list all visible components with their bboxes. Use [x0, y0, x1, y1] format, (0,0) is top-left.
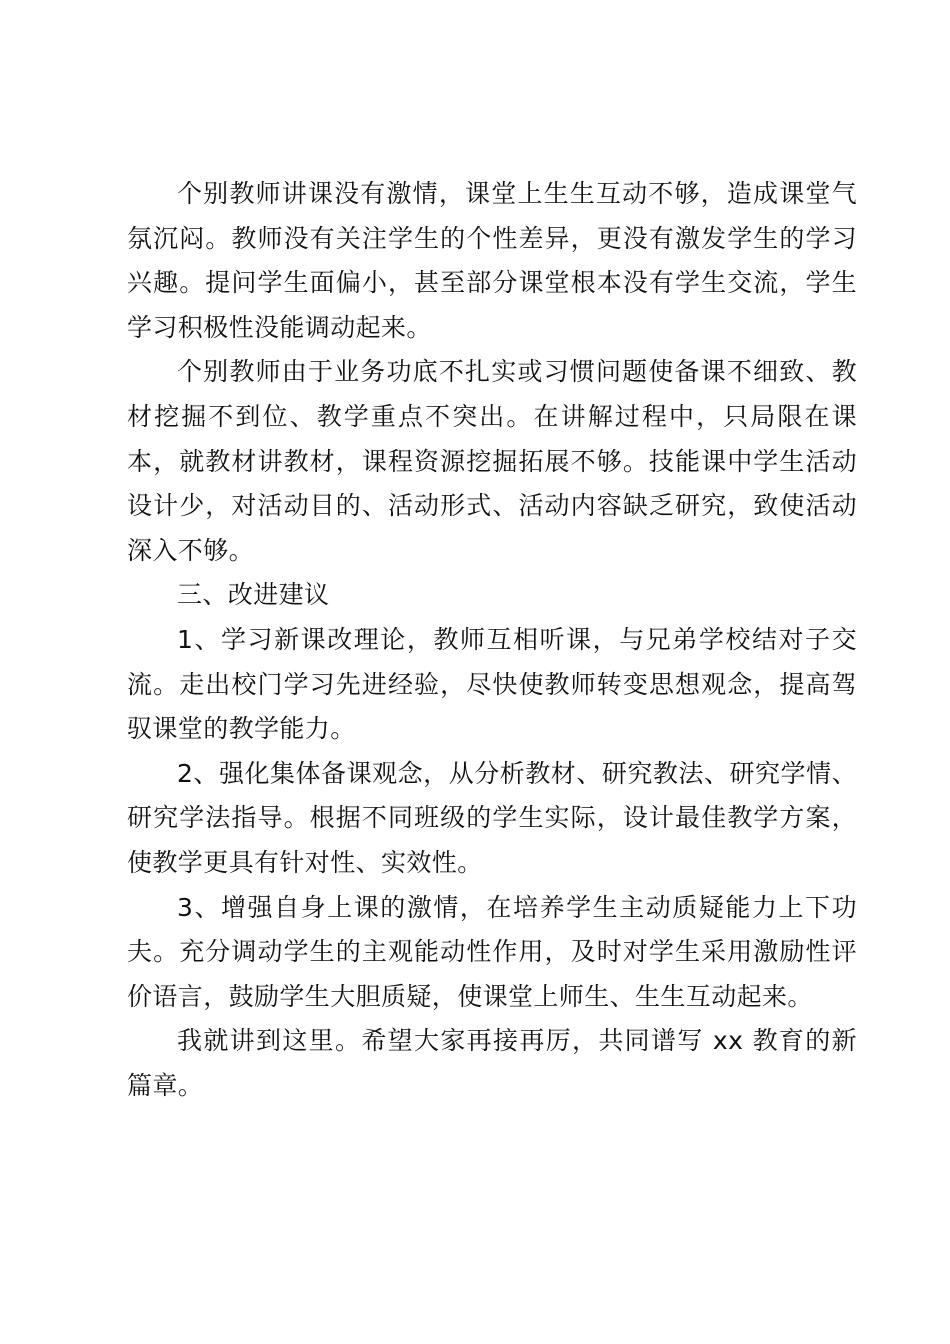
paragraph-closing-remarks: 我就讲到这里。希望大家再接再厉，共同谱写 xx 教育的新篇章。	[127, 1026, 857, 1100]
paragraph-teaching-passion: 个别教师讲课没有激情，课堂上生生互动不够，造成课堂气氛沉闷。教师没有关注学生的个性差异，更没有激发学生的学习兴趣。提问学生面偏小，甚至部分课堂根本没有学生交流，学生学习积极性没能调动起来。	[127, 179, 857, 342]
document-page	[127, 172, 857, 1108]
paragraph-suggestion-3: 3、增强自身上课的激情，在培养学生主动质疑能力上下功夫。充分调动学生的主观能动性作用，及时对学生采用激励性评价语言，鼓励学生大胆质疑，使课堂上师生、生生互动起来。	[127, 892, 857, 1011]
section-heading-improvement-suggestions: 三、改进建议	[177, 580, 330, 610]
paragraph-suggestion-2: 2、强化集体备课观念，从分析教材、研究教法、研究学情、研究学法指导。根据不同班级的学生实际，设计最佳教学方案，使教学更具有针对性、实效性。	[127, 758, 857, 877]
paragraph-suggestion-1: 1、学习新课改理论，教师互相听课，与兄弟学校结对子交流。走出校门学习先进经验，尽快使教师转变思想观念，提高驾驭课堂的教学能力。	[127, 624, 857, 744]
paragraph-lesson-preparation: 个别教师由于业务功底不扎实或习惯问题使备课不细致、教材挖掘不到位、教学重点不突出。在讲解过程中，只局限在课本，就教材讲教材，课程资源挖掘拓展不够。技能课中学生活动设计少，对活动目的、活动形式、活动内容缺乏研究，致使活动深入不够。	[127, 357, 857, 565]
